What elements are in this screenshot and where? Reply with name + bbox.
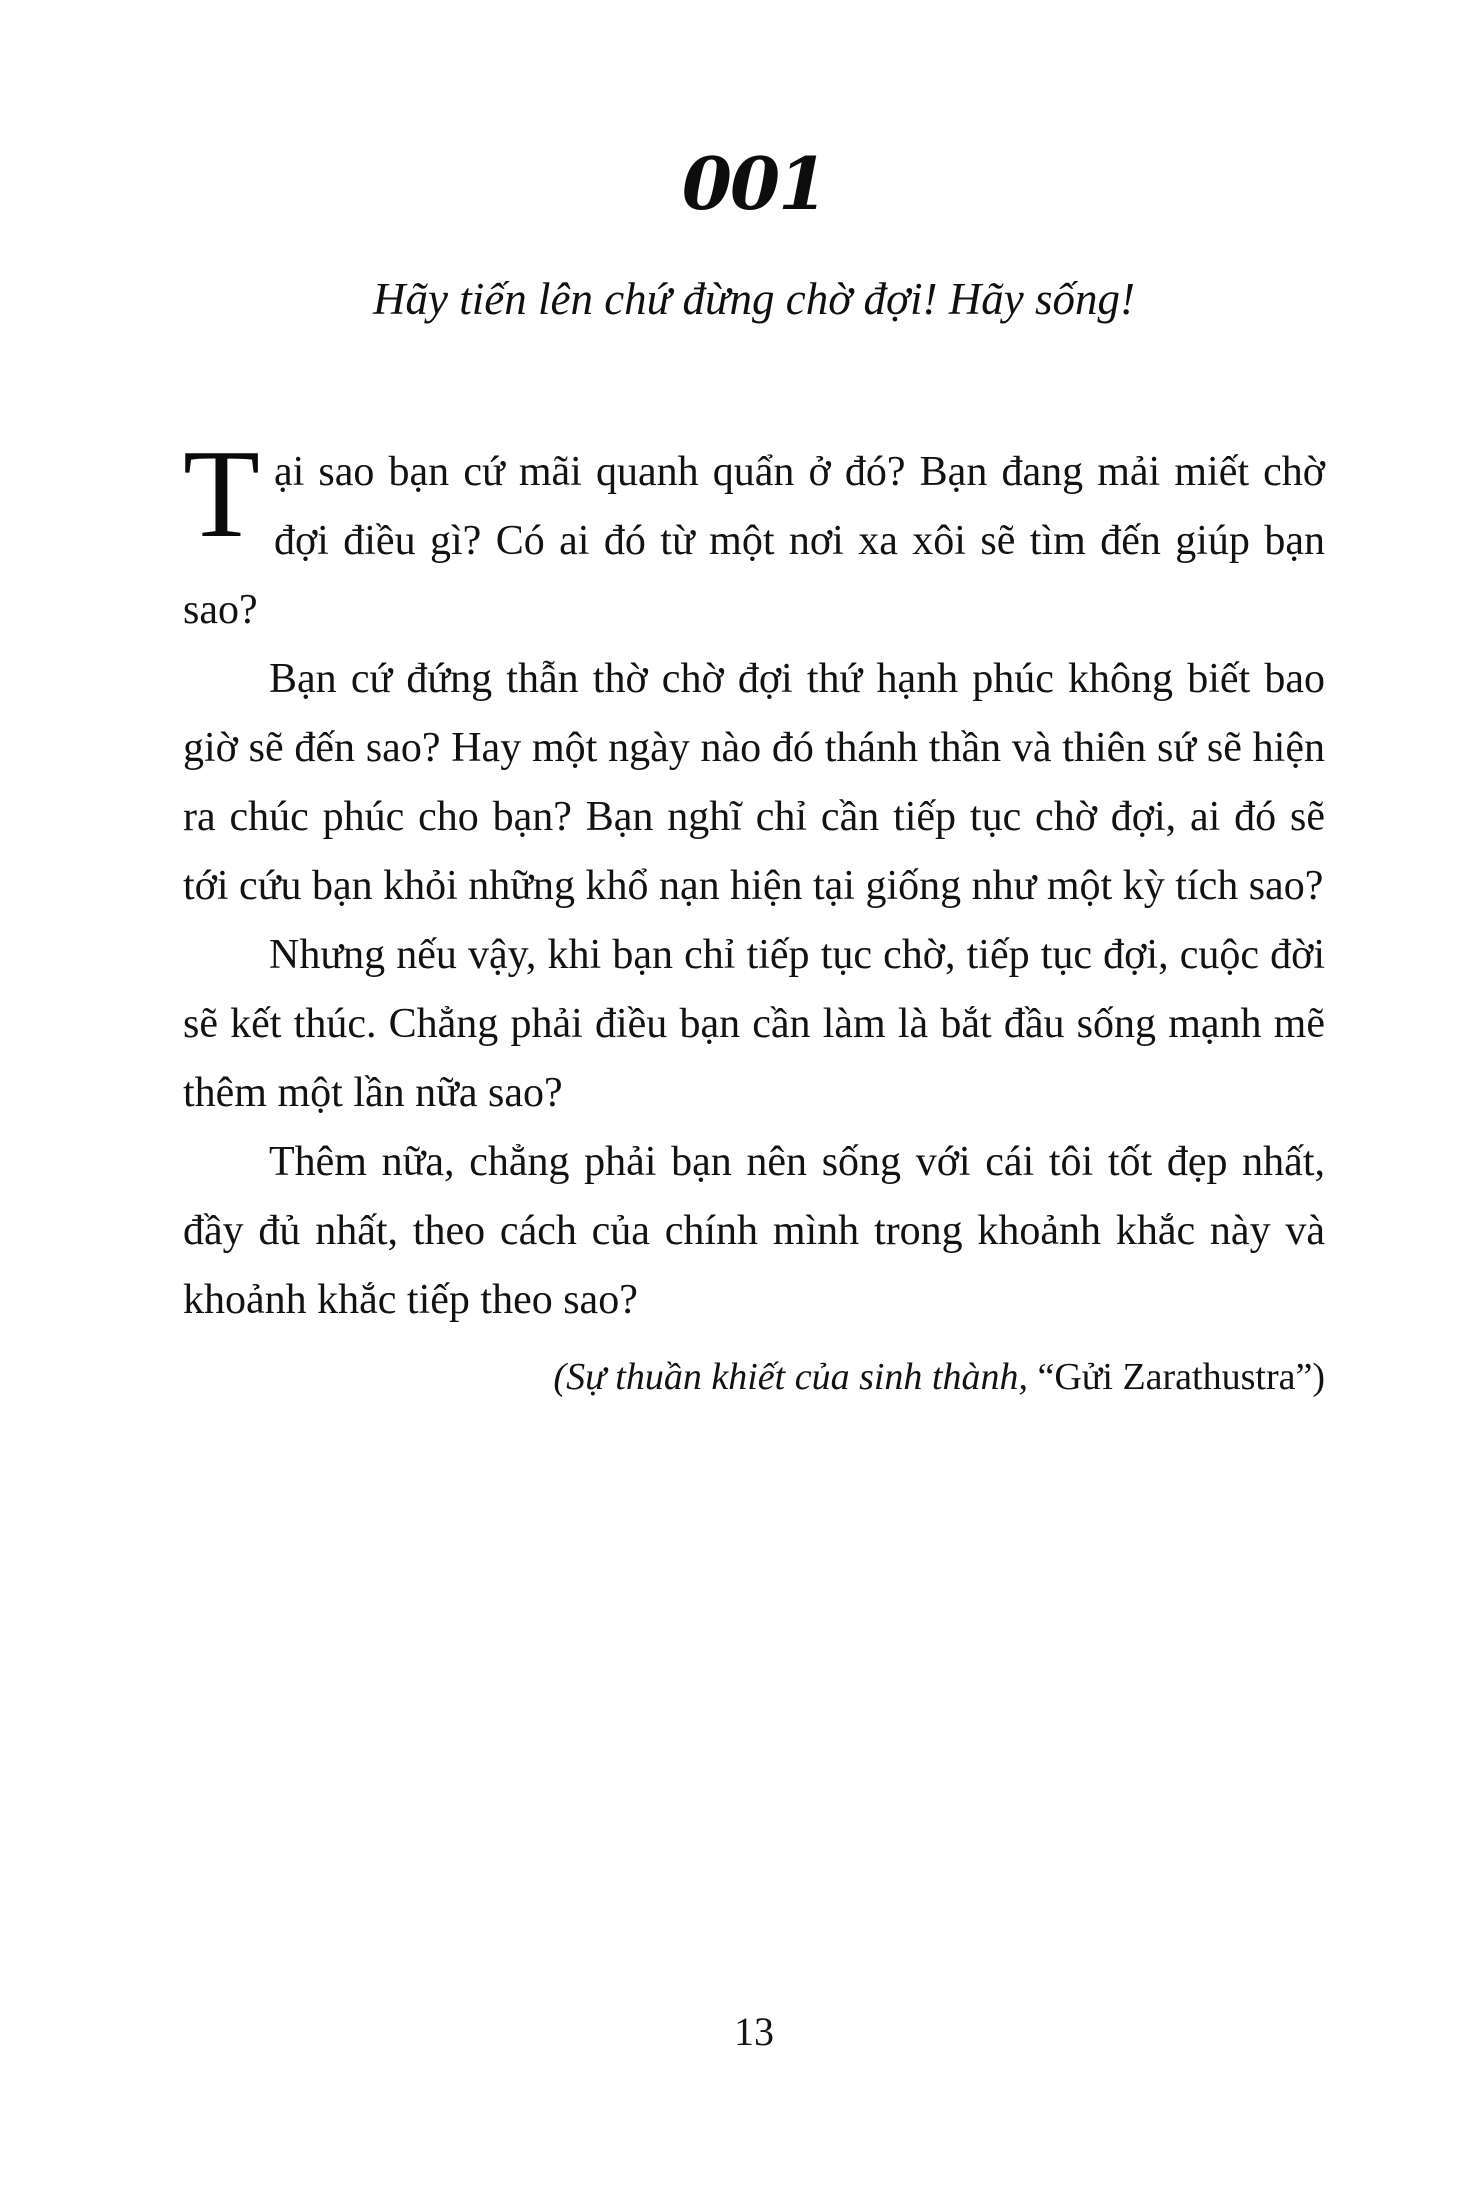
chapter-number: 001 [681, 141, 827, 226]
paragraph-2: Bạn cứ đứng thẫn thờ chờ đợi thứ hạnh phúc không biết bao giờ sẽ đến sao? Hay một ngày nào đó thánh thần và thiên sứ sẽ hiện ra chúc phúc cho bạn? Bạn nghĩ chỉ cần tiếp tục chờ đợi, ai đó sẽ tới cứu bạn khỏi những khổ nạn hiện tại giống như một kỳ tích sao? [183, 656, 1325, 909]
body-text [183, 425, 1325, 1407]
chapter-title: Hãy tiến lên chứ đừng chờ đợi! Hãy sống! [373, 274, 1135, 324]
attribution-source: (Sự thuần khiết của sinh thành, [553, 1356, 1028, 1398]
attribution-work: “Gửi Zarathustra”) [1037, 1356, 1325, 1398]
drop-cap: T [183, 425, 260, 564]
page-number: 13 [734, 2009, 774, 2054]
paragraph-3: Nhưng nếu vậy, khi bạn chỉ tiếp tục chờ, tiếp tục đợi, cuộc đời sẽ kết thúc. Chẳng phải điều bạn cần làm là bắt đầu sống mạnh mẽ thêm một lần nữa sao? [183, 932, 1325, 1116]
paragraph-1-text: ại sao bạn cứ mãi quanh quẩn ở đó? Bạn đang mải miết chờ đợi điều gì? Có ai đó từ một nơi xa xôi sẽ tìm đến giúp bạn sao? [183, 449, 1325, 633]
paragraph-4: Thêm nữa, chẳng phải bạn nên sống với cái tôi tốt đẹp nhất, đầy đủ nhất, theo cách của chính mình trong khoảnh khắc này và khoảnh khắc tiếp theo sao? [183, 1139, 1325, 1323]
paragraph-1 [183, 425, 1325, 645]
attribution [183, 1347, 1325, 1407]
